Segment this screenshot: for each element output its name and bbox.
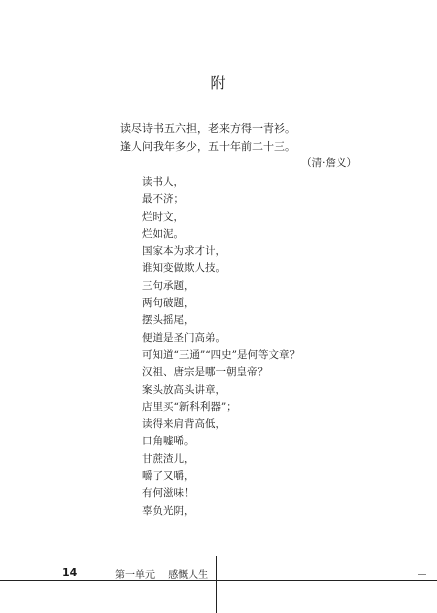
unit-title: 感慨人生	[168, 570, 209, 581]
poem-line: 辜负光阴，	[142, 504, 195, 517]
poem-line: 便道是圣门高弟。	[142, 331, 226, 344]
poem-line: 国家本为求才计，	[142, 245, 226, 258]
poem-line: 读得来肩背高低，	[142, 418, 226, 431]
attribution: （清·詹义）	[301, 157, 357, 169]
poem-line: 烂时文，	[142, 210, 184, 223]
poem-line: 有何滋味！	[142, 487, 195, 500]
poem-line: 三句承题，	[142, 279, 195, 292]
footer-rule	[0, 580, 437, 581]
intro-line: 读尽诗书五六担，老来方得一青衫。	[120, 122, 296, 135]
poem-line: 口角嘘唏。	[142, 435, 195, 448]
poem-line: 最不济；	[142, 193, 184, 206]
poem-line: 读书人，	[142, 176, 184, 188]
page-number: 14	[62, 566, 78, 579]
unit-label	[115, 566, 218, 581]
poem-line: 甘蔗渣儿，	[142, 452, 195, 465]
poem-line: 店里买“新科利器”；	[142, 400, 237, 413]
corner-mark	[418, 574, 426, 575]
poem-line: 摆头摇尾，	[142, 314, 195, 327]
unit-name: 第一单元	[115, 570, 155, 581]
poem-line: 烂如泥。	[142, 227, 184, 240]
poem-line: 案头放高头讲章，	[142, 383, 226, 396]
page-title: 附	[210, 74, 227, 92]
poem-line: 嚼了又嚼，	[142, 470, 195, 483]
poem-line: 两句破题，	[142, 297, 195, 310]
footer-divider-vertical	[216, 556, 217, 613]
intro-poem	[120, 120, 296, 156]
intro-line: 逢人问我年多少，五十年前二十三。	[120, 140, 296, 153]
poem-line: 可知道“三通”“四史”是何等文章？	[142, 348, 300, 361]
poem-line: 汉祖、唐宗是哪一朝皇帝？	[142, 366, 268, 379]
poem-body	[142, 174, 300, 520]
poem-line: 谁知变做欺人技。	[142, 262, 226, 275]
